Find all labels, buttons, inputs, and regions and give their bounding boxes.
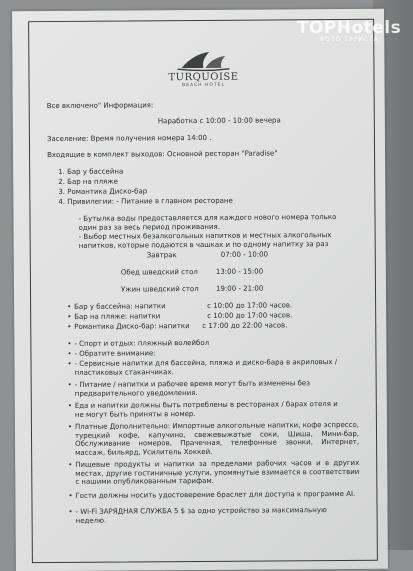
list-item: 3. Романтика Диско-бар <box>58 187 148 196</box>
bar-name: • Романтика Диско-бар: напитки <box>74 322 189 331</box>
water-note: один раз за весь период проживания. <box>78 222 220 232</box>
bar-name: • Бар на пляже: напитки <box>74 312 160 321</box>
ship-sail-icon <box>175 50 231 72</box>
note: • - Питание / напитки и рабочее время могут быть изменены без предварительного уведомления. <box>75 379 345 398</box>
hotel-logo <box>158 50 248 89</box>
meal-time: 13:00 - 15:00 <box>215 267 264 276</box>
bar-time: с 10:00 до 17:00 часов. <box>207 301 293 310</box>
list-item: 1. Бар у бассейна <box>58 167 124 176</box>
hours-line: Наработка с 10:00 - 10:00 вечера <box>157 116 281 126</box>
note: • Гости должны носить удостоверение браслет для доступа к программе AI. <box>75 490 355 500</box>
meal-time: 07:00 - 10:00 <box>220 250 269 259</box>
tophotels-watermark <box>289 18 409 43</box>
list-item: 4. Привилегии: - Питание в главном ресторане <box>58 196 233 206</box>
note: • Еда и напитки должны быть потреблены в ресторанах / барах отеля и не могут быть приняты в номер. <box>75 400 345 419</box>
logo-subtitle: BEACH HOTEL <box>182 82 226 89</box>
list-item: 2. Бар на пляже <box>58 177 118 186</box>
meal-name: Обед шведский стол <box>120 268 198 277</box>
meal-time: 19:00 - 21:00 <box>215 284 264 293</box>
note: • - Обратите внимание: <box>74 349 155 358</box>
drinks-note: - Выбор местных безалкогольных напитков и местных алкогольных <box>78 231 332 241</box>
meal-name: Завтрак <box>146 251 177 260</box>
note: • Пищевые продукты и напитки за пределами рабочих часов и в других местах, другие гостиничные услуги, упомянутые взимается в соответствии с нашими опубликованным тарифам. <box>75 459 359 486</box>
bar-time: с 17:00 до 22:00 часов. <box>202 321 288 330</box>
bar-name: • Бар у бассейна: напитки <box>74 302 166 311</box>
drinks-note: напитков, которые подаются в чашках и по одному напитку за раз <box>78 240 329 250</box>
note: • - Спорт и отдых: пляжный волейбол <box>74 339 209 348</box>
includes-line: Входящие в комплект выходов: Основной ресторан "Paradise" <box>47 149 278 160</box>
water-note: - Бутылка воды предоставляется для каждого нового номера только <box>78 213 337 223</box>
note: • Платные Дополнительно: Импортные алкогольные напитки, кофе эспрессо, турецкий кофе, капучино, свежевыжатые соки, Шиша, Мини-бар, Обслуживание номеров, Прачечная, телефонные звонки, Интернет, массаж, бильярд, Усилитель Хоккей. <box>75 421 359 457</box>
bar-time: с 10:00 до 17:00 часов. <box>207 311 293 320</box>
watermark-title: TOPHotels <box>296 18 402 38</box>
note: • - Сервисные напитки для бассейна, пляжа и диско-бара в акриловых / пластиковых стаканчиках. <box>74 358 344 377</box>
checkin-line: Заселение: Время получения номера 14:00 . <box>46 133 212 144</box>
heading: Все включено" Информация: <box>46 101 154 111</box>
note: • - Wi-Fi ЗАРЯДНАЯ СЛУЖБА 5 $ за одно устройство за максимальную неделю. <box>76 506 336 525</box>
logo-brand: TURQUOISE <box>168 71 239 84</box>
printed-sheet <box>12 9 388 571</box>
watermark-subtitle: ФОТО ТУРИСТА <box>319 36 379 43</box>
meal-name: Ужин шведский стол <box>120 285 199 294</box>
